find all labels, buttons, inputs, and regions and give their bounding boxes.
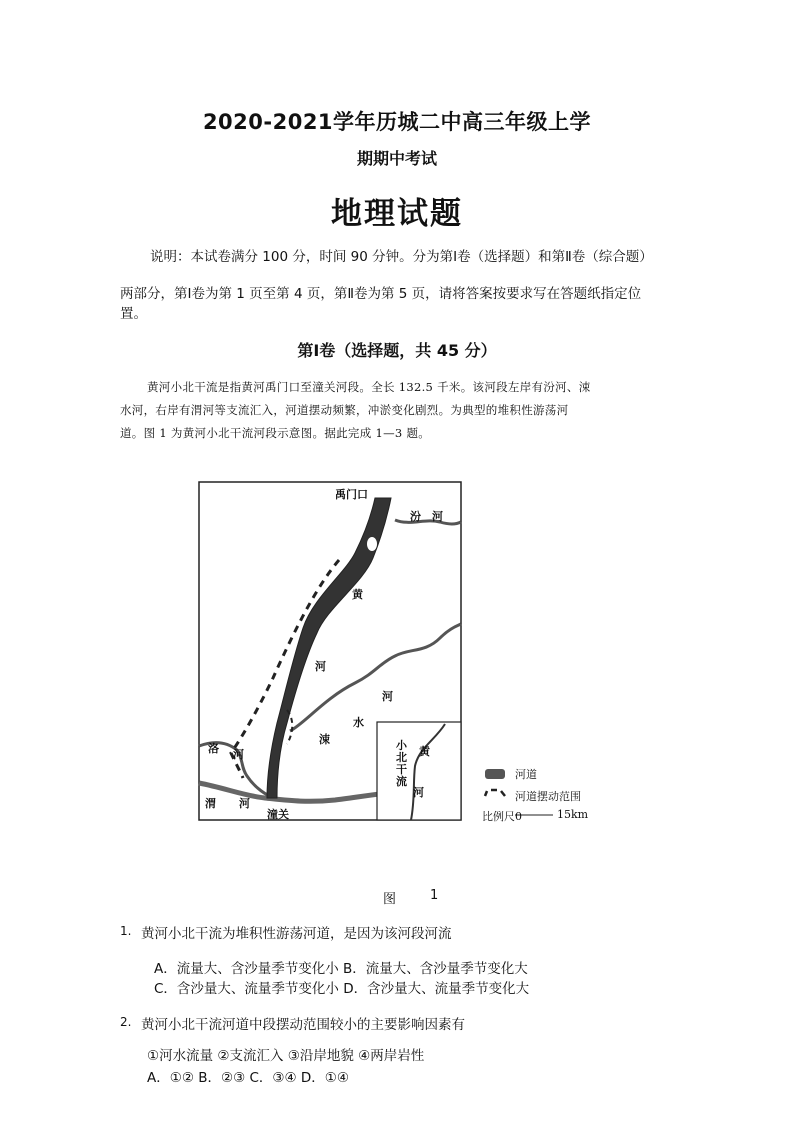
legend-scale-end: 15km: [557, 808, 589, 821]
label-yumenkou: 禹门口: [335, 488, 368, 501]
label-tongguan: 潼关: [267, 808, 289, 821]
subject-title: 地理试题: [331, 196, 463, 232]
label-fen-he: 河: [432, 510, 443, 523]
intro-line2: 水河，右岸有渭河等支流汇入，河道摆动频繁，冲淤变化剧烈。为典型的堆积性游荡河: [120, 403, 569, 417]
label-su-he: 河: [382, 690, 393, 703]
label-wei-he: 河: [239, 797, 250, 810]
label-su: 涑: [319, 733, 330, 746]
legend-swing-swatch: [485, 790, 505, 796]
question-2-factors: ①河水流量 ②支流汇入 ③沿岸地貌 ④两岸岩性: [147, 1048, 425, 1064]
inset-label-huang: 黄: [419, 745, 430, 758]
legend-swing-label: 河道摆动范围: [515, 790, 581, 803]
figure-caption-number: 1: [430, 888, 439, 903]
fen-river: [395, 520, 461, 524]
label-luo-he: 河: [233, 748, 244, 761]
exam-title-line1: 2020-2021学年历城二中高三年级上学: [202, 110, 592, 134]
sushui-river: [290, 624, 461, 731]
instructions-line2: 两部分，第Ⅰ卷为第 1 页至第 4 页，第Ⅱ卷为第 5 页，请将答案按要求写在答题纸指定位: [120, 286, 642, 302]
question-2-stem: 黄河小北干流河道中段摆动范围较小的主要影响因素有: [141, 1017, 465, 1033]
legend-channel-swatch: [485, 769, 505, 779]
question-1-stem: 黄河小北干流为堆积性游荡河道，是因为该河段河流: [141, 926, 452, 942]
instructions-line1: 说明：本试卷满分 100 分，时间 90 分钟。分为第Ⅰ卷（选择题）和第Ⅱ卷（综合题）: [150, 249, 653, 265]
figure-caption-label: 图: [383, 892, 397, 907]
label-huang: 黄: [352, 588, 363, 601]
label-fen: 汾: [410, 510, 421, 523]
question-2-options: A．①② B．②③ C．③④ D．①④: [147, 1070, 350, 1086]
label-huang-he: 河: [315, 660, 326, 673]
question-1-number: 1.: [120, 924, 132, 938]
inset-frame: [377, 722, 461, 820]
river-map-figure: [195, 478, 615, 828]
label-wei: 渭: [205, 797, 216, 810]
legend-scale-label: 比例尺0: [482, 810, 522, 823]
label-luo: 洛: [208, 742, 219, 755]
question-1-options-cd: C．含沙量大、流量季节变化小 D．含沙量大、流量季节变化大: [154, 981, 530, 997]
legend-channel-label: 河道: [515, 768, 537, 781]
instructions-line3: 置。: [120, 306, 147, 322]
inset-label-xiaobeiganliu: 小北干流: [396, 739, 407, 788]
intro-line3: 道。图 1 为黄河小北干流河段示意图。据此完成 1—3 题。: [120, 426, 431, 440]
question-2-number: 2.: [120, 1015, 132, 1029]
inset-label-he: 河: [413, 786, 424, 799]
intro-line1: 黄河小北干流是指黄河禹门口至潼关河段。全长 132.5 千米。该河段左岸有汾河、涑: [147, 380, 591, 394]
question-1-options-ab: A．流量大、含沙量季节变化小 B．流量大、含沙量季节变化大: [154, 961, 528, 977]
label-shui: 水: [353, 716, 364, 729]
channel-island: [367, 537, 377, 551]
exam-title-line2: 期期中考试: [356, 149, 437, 168]
section-title: 第Ⅰ卷（选择题，共 45 分）: [297, 341, 497, 360]
